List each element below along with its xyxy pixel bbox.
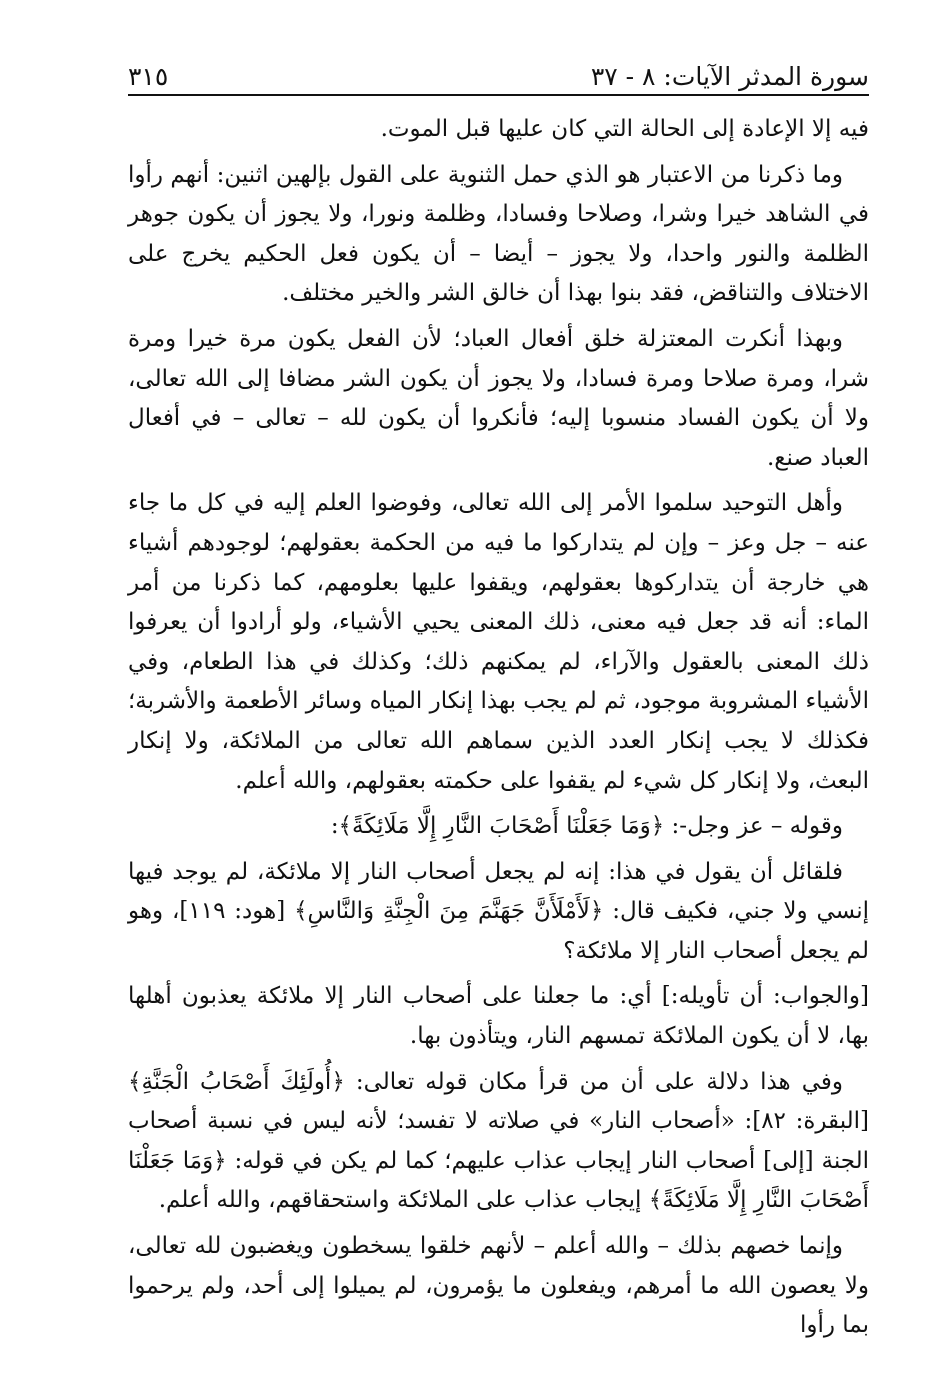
paragraph-2: وما ذكرنا من الاعتبار هو الذي حمل الثنوية على القول بإلهين اثنين: أنهم رأوا في الشاهد خيرا وشرا، وصلاحا وفسادا، وظلمة ونورا، ولا يجوز أن يكون جوهر الظلمة والنور واحدا، ولا يجوز – أيضا – أن يكون فعل الحكيم يخرج على الاختلاف والتناقض، فقد بنوا بهذا أن خالق الشر والخير مختلف. [128,161,869,307]
page-number: ٣١٥ [128,62,169,91]
paragraph-8: وفي هذا دلالة على أن من قرأ مكان قوله تعالى: ﴿أُولَئِكَ أَصْحَابُ الْجَنَّةِ﴾ [البقرة: ٨٢]: «أصحاب النار» في صلاته لا تفسد؛ لأنه ليس في نسبة أصحاب الجنة [إلى] أصحاب النار إيجاب عذاب عليهم؛ كما لم يكن في قوله: ﴿وَمَا جَعَلْنَا أَصْحَابَ النَّارِ إِلَّا مَلَائِكَةً﴾ إيجاب عذاب على الملائكة واستحقاقهم، والله أعلم. [128,1068,870,1214]
running-title: سورة المدثر الآيات: ٨ - ٣٧ [590,62,869,91]
body-text [128,110,869,1352]
paragraph-9: وإنما خصهم بذلك – والله أعلم – لأنهم خلقوا يسخطون ويغضبون لله تعالى، ولا يعصون الله ما أمرهم، ويفعلون ما يؤمرون، لم يميلوا إلى أحد، ولم يرحموا بما رأوا [128,1233,869,1339]
header-rule [128,94,869,96]
paragraph-6: فلقائل أن يقول في هذا: إنه لم يجعل أصحاب النار إلا ملائكة، لم يوجد فيها إنسي ولا جني، فكيف قال: ﴿لَأَمْلَأَنَّ جَهَنَّمَ مِنَ الْجِنَّةِ وَالنَّاسِ﴾ [هود: ١١٩]، وهو لم يجعل أصحاب النار إلا ملائكة؟ [128,858,869,964]
paragraph-3: وبهذا أنكرت المعتزلة خلق أفعال العباد؛ لأن الفعل يكون مرة خيرا ومرة شرا، ومرة صلاحا ومرة فسادا، ولا يجوز أن يكون الشر مضافا إلى الله تعالى، ولا أن يكون الفساد منسوبا إليه؛ فأنكروا أن يكون لله – تعالى – في أفعال العباد صنع. [128,325,869,471]
paragraph-7: [والجواب: أن تأويله:] أي: ما جعلنا على أصحاب النار إلا ملائكة يعذبون أهلها بها، لا أن يكون الملائكة تمسهم النار، ويتأذون بها. [128,983,869,1050]
page-header [128,38,869,96]
paragraph-1: فيه إلا الإعادة إلى الحالة التي كان عليها قبل الموت. [380,116,869,142]
paragraph-4: وأهل التوحيد سلموا الأمر إلى الله تعالى، وفوضوا العلم إليه في كل ما جاء عنه – جل وعز – وإن لم يتداركوا ما فيه من الحكمة بعقولهم؛ لوجودهم أشياء هي خارجة أن يتداركوها بعقولهم، ويقفوا عليها بعلومهم، كما ذكرنا من أمر الماء: أنه قد جعل فيه معنى، ذلك المعنى يحيي الأشياء، ولو أرادوا أن يعرفوا ذلك المعنى بالعقول والآراء، لم يمكنهم ذلك؛ وكذلك في هذا الطعام، وفي الأشياء المشروبة موجود، ثم لم يجب بهذا إنكار المياه وسائر الأطعمة والأشربة؛ فكذلك لا يجب إنكار العدد الذين سماهم الله تعالى من الملائكة، ولا إنكار البعث، ولا إنكار كل شيء لم يقفوا على حكمته بعقولهم، والله أعلم. [128,490,869,794]
paragraph-5: وقوله – عز وجل-: ﴿وَمَا جَعَلْنَا أَصْحَابَ النَّارِ إِلَّا مَلَائِكَةً﴾: [330,813,843,840]
